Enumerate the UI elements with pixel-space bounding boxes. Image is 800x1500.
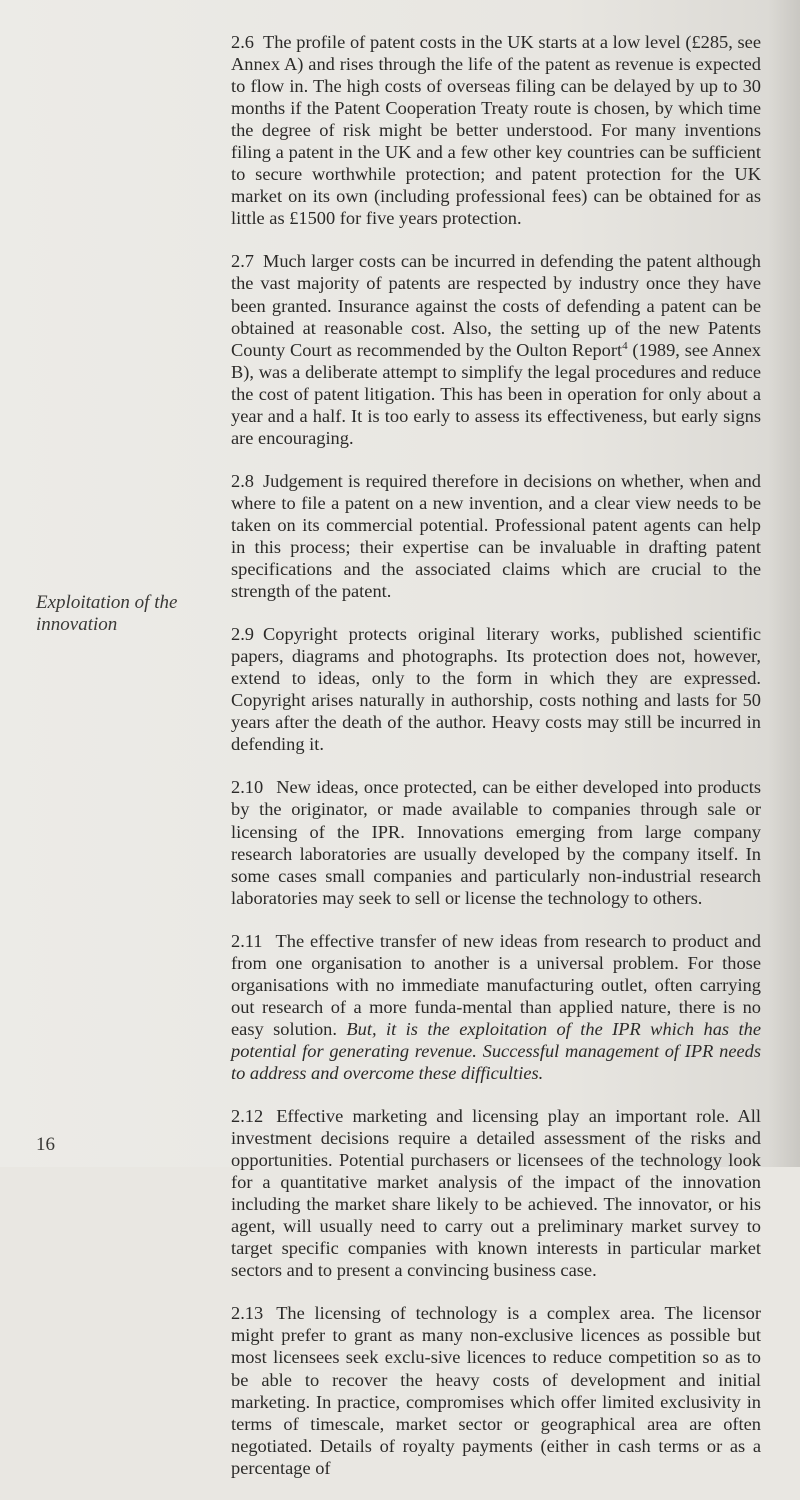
paragraph-text-continued: (1989, see Annex B), was a deliberate attempt to simplify the legal procedures and reduce the cost of patent litigation. This has been in operation for only about a year and a half. It is too early to assess its effectiveness, but early signs are encouraging. [231, 339, 761, 448]
paragraph-number: 2.11 [231, 930, 263, 951]
paragraph-text: The profile of patent costs in the UK starts at a low level (£285, see Annex A) and rises through the life of the patent as revenue is expected to flow in. The high costs of overseas filing can be delayed by up to 30 months if the Patent Cooperation Treaty route is chosen, by which time the degree of risk might be better understood. For many inventions filing a patent in the UK and a few other key countries can be sufficient to secure worthwhile protection; and patent protection for the UK market on its own (including professional fees) can be obtained for as little as £1500 for five years protection. [231, 32, 761, 229]
paragraph-2-6 [231, 31, 761, 229]
paragraph-text: Much larger costs can be incurred in defending the patent although the vast majority of patents are respected by industry once they have been granted. Insurance against the costs of defending a patent can be obtained at reasonable cost. Also, the setting up of the new Patents County Court as recommended by the Oulton Report [231, 251, 761, 360]
paragraph-number: 2.13 [231, 1303, 264, 1324]
paragraph-2-12 [231, 1105, 761, 1281]
paragraph-emphasis-text: But, it is the exploitation of the IPR which has the potential for generating revenue. Successful management of IPR needs to address and overcome these difficulties. [231, 1018, 761, 1083]
body-text-column [231, 31, 761, 1500]
paragraph-2-9 [231, 623, 761, 755]
margin-heading [36, 592, 226, 636]
paragraph-number: 2.7 [231, 251, 254, 272]
margin-heading-line-2: innovation [36, 614, 118, 635]
paragraph-number: 2.12 [231, 1106, 264, 1127]
paragraph-2-8 [231, 470, 761, 602]
paragraph-number: 2.8 [231, 470, 254, 491]
paragraph-text: Effective marketing and licensing play an important role. All investment decisions require a detailed assessment of the risks and opportunities. Potential purchasers or licensees of the technology look for a quantitative market analysis of the impact of the innovation including the market share likely to be achieved. The innovator, or his agent, will usually need to carry out a preliminary market survey to target specific companies with known interests in particular market sectors and to present a convincing business case. [231, 1106, 761, 1281]
paragraph-2-10 [231, 776, 761, 908]
paragraph-2-7 [231, 250, 761, 448]
paragraph-text: New ideas, once protected, can be either developed into products by the originator, or made available to companies through sale or licensing of the IPR. Innovations emerging from large company research laboratories are usually developed by the company itself. In some cases small companies and particularly non-industrial research laboratories may seek to sell or license the technology to others. [231, 777, 761, 908]
paragraph-text: The licensing of technology is a complex area. The licensor might prefer to grant as many non-exclusive licences as possible but most licensees seek exclu-sive licences to reduce competition so as to be able to recover the heavy costs of development and initial marketing. In practice, compromises which offer limited exclusivity in terms of timescale, market sector or geographical area are often negotiated. Details of royalty payments (either in cash terms or as a percentage of [231, 1303, 761, 1478]
paragraph-text: Copyright protects original literary works, published scientific papers, diagrams and photographs. Its protection does not, however, extend to ideas, only to the form in which they are expressed. Copyright arises naturally in authorship, costs nothing and lasts for 50 years after the death of the author. Heavy costs may still be incurred in defending it. [231, 624, 761, 755]
paragraph-2-11 [231, 930, 761, 1084]
margin-heading-line-1: Exploitation of the [36, 592, 178, 613]
paragraph-number: 2.10 [231, 777, 264, 798]
page-number: 16 [36, 1134, 55, 1155]
paragraph-text: The effective transfer of new ideas from research to product and from one organisation to another is a universal problem. For those organisations with no immediate manufacturing outlet, often carrying out research of a more funda-mental than applied nature, there is no easy solution. [231, 930, 761, 1039]
paragraph-text: Judgement is required therefore in decisions on whether, when and where to file a patent on a new invention, and a clear view needs to be taken on its commercial potential. Professional patent agents can help in this process; their expertise can be invaluable in drafting patent specifications and the associated claims which are crucial to the strength of the patent. [231, 470, 761, 602]
paragraph-number: 2.6 [231, 32, 254, 52]
paragraph-number: 2.9 [231, 624, 254, 645]
paragraph-2-13 [231, 1302, 761, 1478]
footnote-reference: 4 [622, 339, 628, 352]
